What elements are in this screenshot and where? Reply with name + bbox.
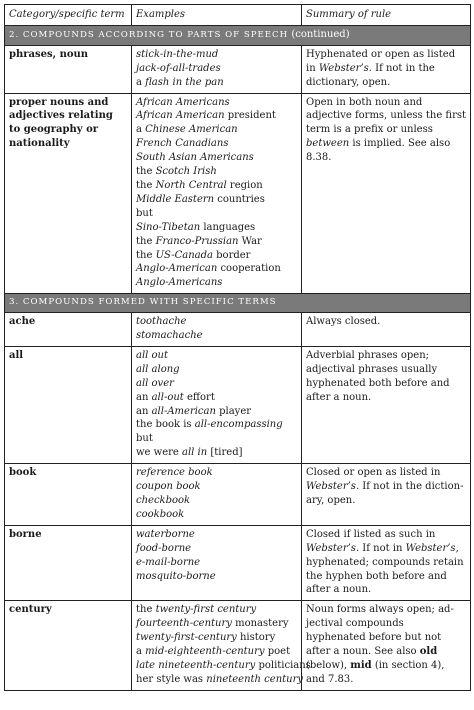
examples-cell [132, 313, 302, 347]
term-cell: phrases, noun [5, 45, 132, 93]
text-run: French Canadians [136, 138, 229, 150]
text-run: player [215, 405, 252, 417]
text-run: the book is [136, 419, 195, 431]
example-line [136, 480, 297, 494]
example-line [136, 151, 297, 165]
rule-cell [302, 346, 471, 463]
example-line [136, 432, 297, 446]
example-line [136, 391, 297, 405]
text-run: toothache [136, 316, 187, 328]
text-run: Anglo-American [136, 263, 218, 275]
text-run: US-Canada [155, 249, 213, 261]
example-line [136, 673, 304, 687]
examples-cell [132, 601, 311, 690]
example-line [136, 123, 297, 137]
text-run: between [306, 138, 350, 150]
table-row [5, 525, 471, 601]
text-run: all over [136, 377, 174, 389]
text-run: a [136, 76, 146, 88]
text-run: . If not in [355, 542, 406, 554]
text-run: the [136, 604, 156, 616]
text-run: Sino-Tibetan [136, 221, 201, 233]
text-run: effort [183, 391, 215, 403]
text-run: twenty-first-century [136, 632, 237, 644]
example-line [136, 207, 297, 221]
example-line [136, 631, 297, 645]
text-run: the [136, 235, 156, 247]
text-run: Middle Eastern [136, 193, 215, 205]
example-line [136, 349, 297, 363]
example-line [136, 137, 297, 151]
rule-cell [302, 45, 471, 93]
example-line [136, 446, 297, 460]
rule-cell [302, 601, 471, 690]
text-run: cooperation [217, 263, 281, 275]
text-run: (below), [306, 659, 351, 671]
text-run: e-mail-borne [136, 556, 201, 568]
text-run: all along [136, 363, 180, 375]
text-run: monastery [231, 618, 289, 630]
text-run: all out [136, 349, 169, 361]
example-line [136, 542, 297, 556]
text-run: Anglo-Americans [136, 277, 223, 289]
text-run: a [136, 124, 146, 136]
examples-cell [132, 464, 302, 526]
example-line [136, 418, 297, 432]
text-run: reference book [136, 467, 213, 479]
text-run: old [419, 646, 438, 658]
text-run: African American [136, 110, 225, 122]
section-3-title: 3. COMPOUNDS FORMED WITH SPECIFIC TERMS [5, 294, 471, 313]
text-run: stick-in-the-mud [136, 48, 219, 60]
text-run: Webster’s [405, 542, 456, 554]
example-line [136, 466, 297, 480]
text-run: waterborne [136, 528, 195, 540]
text-run: an [136, 405, 152, 417]
text-run: president [224, 110, 276, 122]
text-run: is implied. See also 8.38. [306, 138, 451, 164]
text-run: fourteenth-century [136, 618, 232, 630]
table-row [5, 313, 471, 347]
text-run: stomachache [136, 330, 203, 342]
text-run: we were [136, 447, 183, 459]
text-run: nineteenth century [206, 673, 304, 685]
text-run: Scotch Irish [155, 166, 217, 178]
text-run: food-borne [136, 542, 192, 554]
text-run: a [136, 646, 146, 658]
section-2-suffix: (continued) [288, 28, 350, 40]
table-body [5, 25, 471, 690]
examples-cell [132, 525, 302, 601]
table-row [5, 346, 471, 463]
table-row [5, 93, 471, 294]
example-line [136, 221, 297, 235]
text-run: South Asian Americans [136, 152, 254, 164]
example-line [136, 528, 297, 542]
text-run: mid [350, 659, 372, 671]
text-run: but [136, 207, 153, 219]
term-cell: ache [5, 313, 132, 347]
text-run: region [226, 179, 263, 191]
text-run: languages [200, 221, 256, 233]
text-run: poet [264, 646, 291, 658]
section-2-title: 2. COMPOUNDS ACCORDING TO PARTS OF SPEECH (continued) [5, 25, 471, 45]
text-run: . If not in the dictionary, open. [306, 481, 464, 506]
text-run: all-encompassing [194, 419, 283, 431]
example-line [136, 249, 297, 263]
example-line [136, 76, 297, 90]
example-line [136, 276, 297, 290]
examples-cell [132, 346, 302, 463]
example-line [136, 508, 297, 522]
text-run: North Central [155, 179, 227, 191]
term-cell: book [5, 464, 132, 526]
text-run: all in [182, 447, 208, 459]
text-run: Webster’s [318, 62, 369, 74]
example-line [136, 556, 297, 570]
header-row [5, 5, 471, 26]
section-2-row [5, 25, 471, 45]
example-line [136, 48, 297, 62]
text-run: coupon book [136, 481, 201, 493]
text-run: [tired] [207, 447, 243, 459]
header-examples: Examples [132, 5, 302, 26]
example-line [136, 570, 297, 584]
text-run: late nineteenth-century [136, 659, 256, 671]
example-line [136, 329, 297, 343]
text-run: twenty-first century [155, 604, 257, 616]
text-run: the [136, 179, 156, 191]
table-row [5, 45, 471, 93]
text-run: Adverbial phrases open; adjectival phrases usually hyphenated both before and after a noun. [306, 349, 450, 403]
example-line [136, 62, 297, 76]
text-run: Open in both noun and adjective forms, unless the first term is a prefix or unless [306, 96, 467, 136]
term-cell: proper nouns and adjectives relating to geography or nationality [5, 93, 132, 294]
text-run: her style was [136, 673, 207, 685]
text-run: Franco-Prussian [155, 235, 239, 247]
term-cell: century [5, 601, 132, 690]
example-line [136, 235, 297, 249]
example-line [136, 363, 297, 377]
text-run: all-American [151, 405, 216, 417]
example-line [136, 377, 297, 391]
text-run: Closed or open as listed in [306, 467, 441, 479]
text-run: War [238, 235, 262, 247]
examples-cell [132, 93, 302, 294]
example-line [136, 645, 297, 659]
text-run: Webster’s [306, 481, 356, 493]
example-line [136, 179, 297, 193]
text-run: mid-eighteenth-century [145, 646, 265, 658]
example-line [136, 617, 297, 631]
header-category: Category/specific term [5, 5, 132, 26]
text-run: history [236, 632, 276, 644]
text-run: mosquito-borne [136, 570, 216, 582]
text-run: jack-of-all-trades [136, 62, 221, 74]
style-rules-table-container [4, 4, 470, 691]
text-run: cookbook [136, 508, 185, 520]
text-run: border [212, 249, 251, 261]
example-line [136, 165, 297, 179]
example-line [136, 659, 311, 673]
text-run: all-out [151, 391, 184, 403]
example-line [136, 315, 297, 329]
examples-cell [132, 45, 302, 93]
example-line [136, 109, 297, 123]
text-run: . If not in the dictionary, open. [306, 62, 435, 88]
term-cell: borne [5, 525, 132, 601]
text-run: Always closed. [306, 316, 381, 328]
rule-cell [302, 525, 471, 601]
text-run: politicians [255, 659, 311, 671]
text-run: (in section 4), and 7.83. [306, 659, 445, 685]
text-run: flash in the pan [145, 76, 224, 88]
text-run: the [136, 249, 156, 261]
example-line [136, 193, 297, 207]
compounds-table [4, 4, 471, 691]
rule-cell [302, 464, 471, 526]
example-line [136, 405, 297, 419]
example-line [136, 494, 297, 508]
term-cell: all [5, 346, 132, 463]
text-run: African Americans [136, 96, 230, 108]
table-row [5, 464, 471, 526]
header-summary: Summary of rule [302, 5, 471, 26]
text-run: Closed if listed as such in [306, 528, 436, 540]
example-line [136, 96, 297, 110]
rule-cell [302, 313, 471, 347]
rule-cell [302, 93, 471, 294]
text-run: countries [214, 193, 265, 205]
text-run: checkbook [136, 495, 191, 506]
text-run: Hyphenated or open as listed in [306, 48, 456, 74]
section-3-row [5, 294, 471, 313]
text-run: the [136, 166, 156, 178]
text-run: Chinese American [145, 124, 238, 136]
text-run: Noun forms always open; adjectival compounds hyphenated before but not after a noun. See also [306, 604, 454, 658]
text-run: , hyphenated; compounds retain the hyphen both before and after a noun. [306, 542, 464, 596]
table-row [5, 601, 471, 690]
text-run: but [136, 433, 153, 445]
text-run: Webster’s [306, 542, 356, 554]
text-run: an [136, 391, 152, 403]
example-line [136, 262, 297, 276]
example-line [136, 603, 297, 617]
